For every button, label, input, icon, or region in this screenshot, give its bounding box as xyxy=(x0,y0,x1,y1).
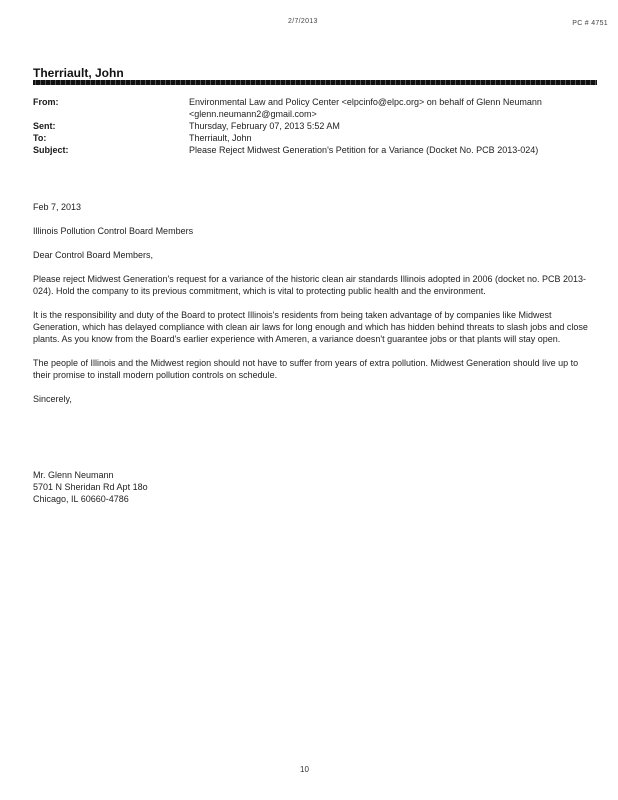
header-label-to: To: xyxy=(33,133,47,143)
email-body xyxy=(33,201,598,417)
header-label-sent: Sent: xyxy=(33,121,56,131)
letter-date: Feb 7, 2013 xyxy=(33,202,82,212)
header-row-to xyxy=(33,132,603,144)
header-row-subject xyxy=(33,144,603,156)
sender-name: Therriault, John xyxy=(33,66,124,80)
header-value-from: Environmental Law and Policy Center <elpcinfo@elpc.org> on behalf of Glenn Neumann <glenn.neumann2@gmail.com> xyxy=(189,97,542,119)
header-divider xyxy=(33,80,597,85)
page-number: 10 xyxy=(300,765,309,774)
header-value-subject: Please Reject Midwest Generation's Petition for a Variance (Docket No. PCB 2013-024) xyxy=(189,145,539,155)
header-row-from xyxy=(33,96,603,120)
email-headers xyxy=(33,96,603,156)
letter-paragraph-3: The people of Illinois and the Midwest region should not have to suffer from years of extra pollution. Midwest Generation should live up to their promise to install modern pollution controls on schedule. xyxy=(33,358,579,380)
letter-closing: Sincerely, xyxy=(33,394,72,404)
letter-paragraph-1: Please reject Midwest Generation's request for a variance of the historic clean air standards Illinois adopted in 2006 (docket no. PCB 2013-024). Hold the company to its previous commitment, which is vital to protecting public health and the environment. xyxy=(33,274,587,296)
page-header-doc-id: PC # 4751 xyxy=(572,20,608,27)
letter-salutation: Dear Control Board Members, xyxy=(33,250,154,260)
letter-paragraph-2: It is the responsibility and duty of the Board to protect Illinois's residents from being taken advantage of by companies like Midwest Generation, which has delayed compliance with clean air laws for long enough and which has hidden behind threats to slash jobs and close plants. As you know from the Board's earlier experience with Ameren, a variance doesn't guarantee jobs or that plants will stay open. xyxy=(33,310,588,344)
header-label-from: From: xyxy=(33,97,59,107)
signature-name: Mr. Glenn Neumann xyxy=(33,470,114,480)
header-value-sent: Thursday, February 07, 2013 5:52 AM xyxy=(189,121,340,131)
header-value-to: Therriault, John xyxy=(189,133,252,143)
header-label-subject: Subject: xyxy=(33,145,69,155)
letter-recipient: Illinois Pollution Control Board Members xyxy=(33,226,194,236)
signature-block xyxy=(33,469,148,505)
page-header-date: 2/7/2013 xyxy=(288,18,318,25)
signature-address-line-1: 5701 N Sheridan Rd Apt 18o xyxy=(33,482,148,492)
signature-address-line-2: Chicago, IL 60660-4786 xyxy=(33,494,129,504)
header-row-sent xyxy=(33,120,603,132)
